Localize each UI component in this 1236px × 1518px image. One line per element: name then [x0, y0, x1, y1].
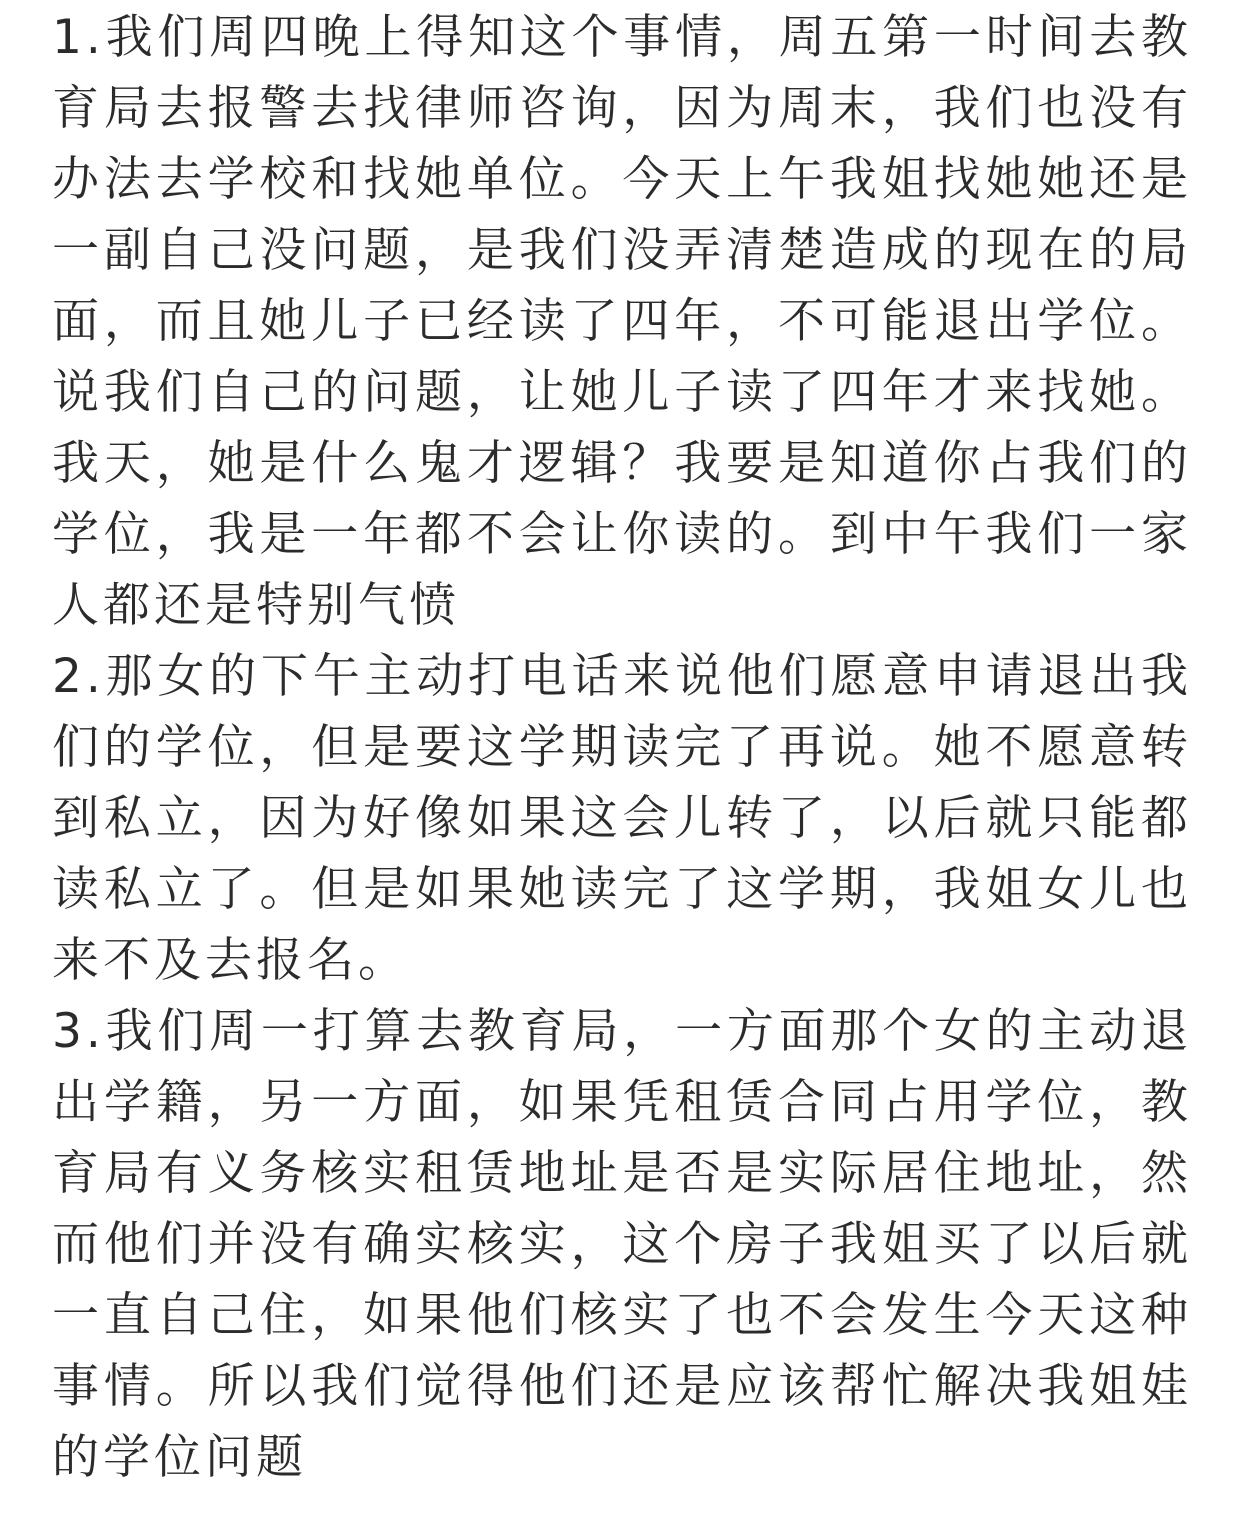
post-body: [52, 0, 1192, 1493]
paragraph-3: 3.我们周一打算去教育局，一方面那个女的主动退出学籍，另一方面，如果凭租赁合同占用学位，教育局有义务核实租赁地址是否是实际居住地址，然而他们并没有确实核实，这个房子我姐买了以后就一直自己住，如果他们核实了也不会发生今天这种事情。所以我们觉得他们还是应该帮忙解决我姐娃的学位问题: [52, 1004, 1192, 1485]
paragraph-2: 2.那女的下午主动打电话来说他们愿意申请退出我们的学位，但是要这学期读完了再说。她不愿意转到私立，因为好像如果这会儿转了，以后就只能都读私立了。但是如果她读完了这学期，我姐女儿也来不及去报名。: [52, 649, 1192, 988]
paragraph-1: 1.我们周四晚上得知这个事情，周五第一时间去教育局去报警去找律师咨询，因为周末，我们也没有办法去学校和找她单位。今天上午我姐找她她还是一副自己没问题，是我们没弄清楚造成的现在的局面，而且她儿子已经读了四年，不可能退出学位。说我们自己的问题，让她儿子读了四年才来找她。我天，她是什么鬼才逻辑？我要是知道你占我们的学位，我是一年都不会让你读的。到中午我们一家人都还是特别气愤: [52, 10, 1192, 633]
